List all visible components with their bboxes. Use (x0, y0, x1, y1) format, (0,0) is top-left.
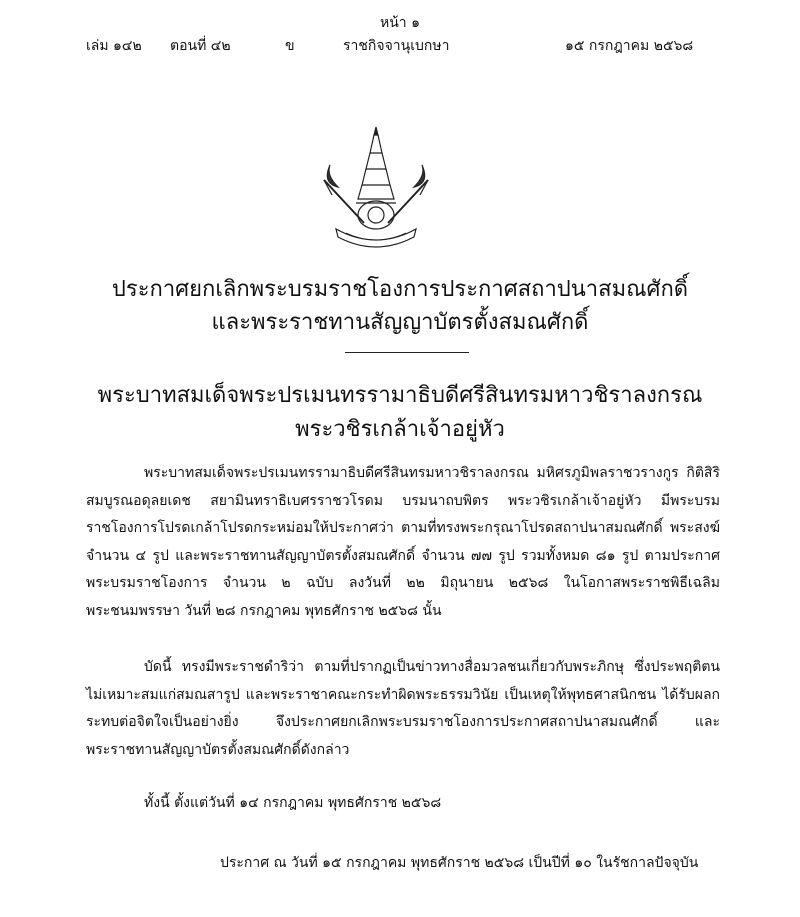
paragraph-text: พระบาทสมเด็จพระปรเมนทรรามาธิบดีศรีสินทรมหาวชิราลงกรณ มหิศรภูมิพลราชวรางกูร กิติสิริสมบูรณอดุลยเดช สยามินทราธิเบศรราชวโรดม บรมนาถบพิตร พระวชิรเกล้าเจ้าอยู่หัว มีพระบรมราชโองการโปรดเกล้าโปรดกระหม่อมให้ประกาศว่า ตามที่ทรงพระกรุณาโปรดสถาปนาสมณศักดิ์ พระสงฆ์ จำนวน ๔ รูป และพระราชทานสัญญาบัตรตั้งสมณศักดิ์ จำนวน ๗๗ รูป รวมทั้งหมด ๘๑ รูป ตามประกาศพระบรมราชโองการ จำนวน ๒ ฉบับ ลงวันที่ ๒๒ มิถุนายน ๒๕๖๘ ในโอกาสพระราชพิธีเฉลิมพระชนมพรรษา วันที่ ๒๘ กรกฎาคม พุทธศักราช ๒๕๖๘ นั้น (86, 465, 720, 619)
publication-name: ราชกิจจานุเบกษา (343, 38, 450, 54)
paragraph-text: บัดนี้ ทรงมีพระราชดำริว่า ตามที่ปรากฏเป็นข่าวทางสื่อมวลชนเกี่ยวกับพระภิกษุ ซึ่งประพฤติตน ไม่เหมาะสมแก่สมณสารูป และพระราชาคณะกระทำผิดพระธรรมวินัย เป็นเหตุให้พุทธศาสนิกชน ได้รับผลกระทบต่อจิตใจเป็นอย่างยิ่ง จึงประกาศยกเลิกพระบรมราชโองการประกาศสถาปนาสมณศักดิ์ และพระราชทานสัญญาบัตรตั้งสมณศักดิ์ดังกล่าว (86, 659, 720, 758)
announcement-title-line1: ประกาศยกเลิกพระบรมราชโองการประกาศสถาปนาสมณศักดิ์ (111, 277, 689, 302)
king-name-line1: พระบาทสมเด็จพระปรเมนทรรามาธิบดีศรีสินทรมหาวชิราลงกรณ (97, 383, 703, 408)
announcement-title-line2: และพระราชทานสัญญาบัตรตั้งสมณศักดิ์ (211, 310, 589, 335)
body-paragraph-2 (86, 654, 720, 764)
closing-statement: ประกาศ ณ วันที่ ๑๕ กรกฎาคม พุทธศักราช ๒๕๖๘ เป็นปีที่ ๑๐ ในรัชกาลปัจจุบัน (220, 855, 699, 871)
body-paragraph-3 (86, 790, 720, 818)
section-label: ข (285, 38, 295, 54)
king-name-line2: พระวชิรเกล้าเจ้าอยู่หัว (295, 417, 505, 442)
title-divider (345, 352, 469, 353)
issue-label: ตอนที่ ๔๒ (170, 38, 231, 54)
volume-label: เล่ม ๑๔๒ (86, 38, 142, 54)
body-paragraph-1 (86, 460, 720, 625)
page-number: หน้า ๑ (380, 15, 420, 31)
royal-emblem-icon (316, 125, 436, 253)
paragraph-text: ทั้งนี้ ตั้งแต่วันที่ ๑๔ กรกฎาคม พุทธศักราช ๒๕๖๘ (144, 795, 442, 811)
publication-date: ๑๕ กรกฎาคม ๒๕๖๘ (565, 38, 694, 54)
